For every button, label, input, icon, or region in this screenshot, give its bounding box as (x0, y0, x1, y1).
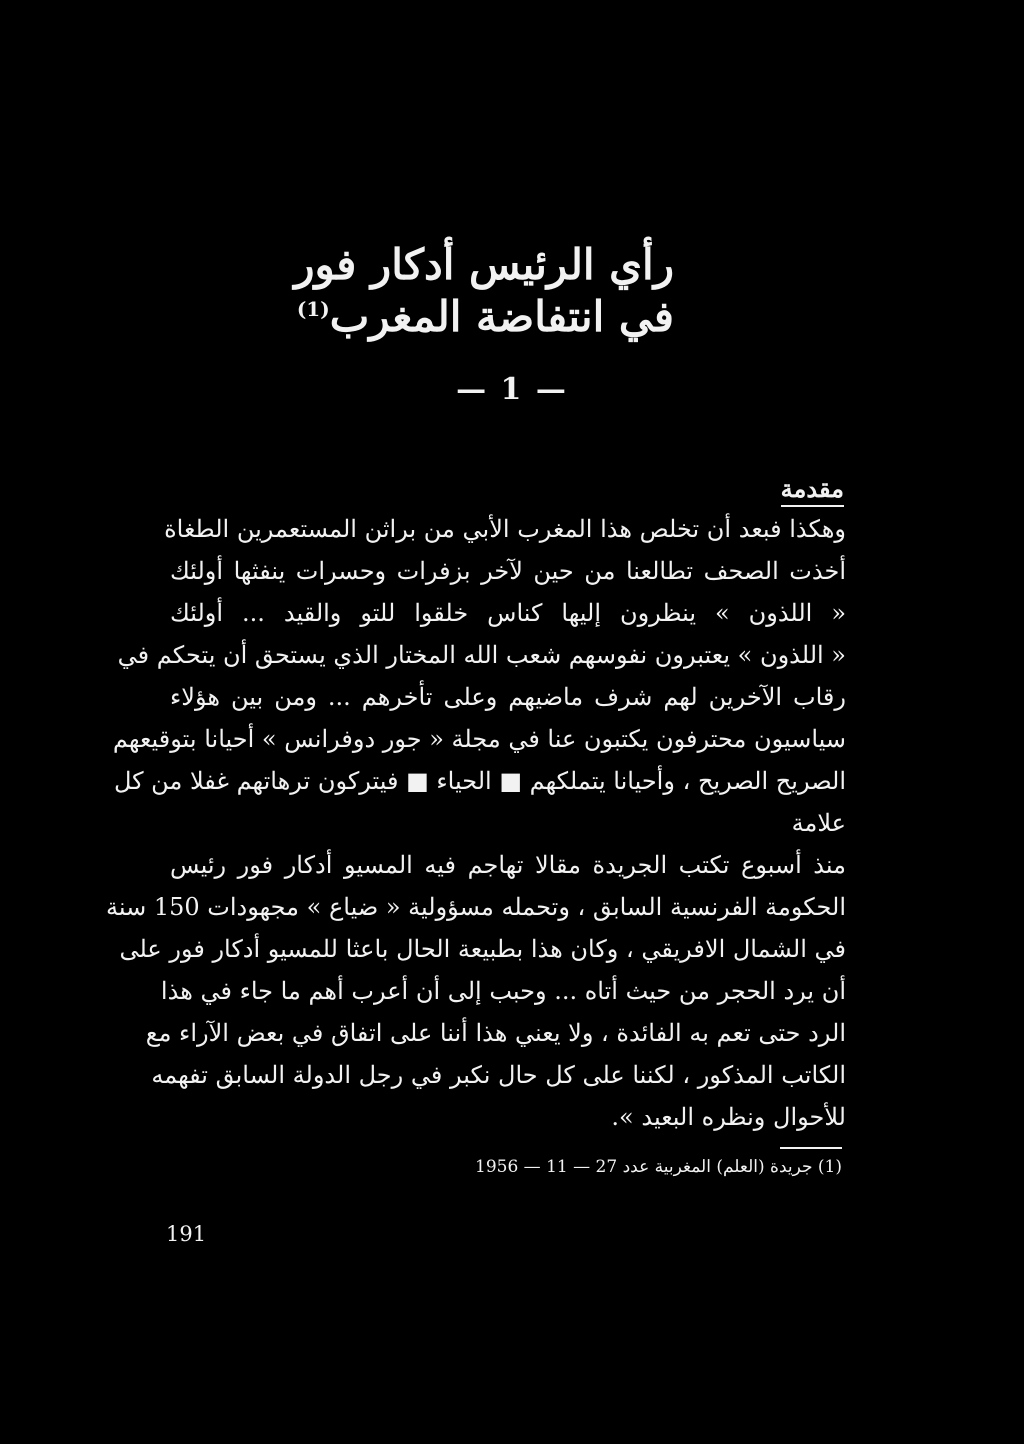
text-line: الصريح الصريح ، وأحيانا يتملكهم ■ الحياء ■ فيتركون ترهاتهم غفلا من كل (113, 767, 846, 795)
text-line: منذ أسبوع تكتب الجريدة مقالا تهاجم فيه المسيو أدكار فور رئيس (170, 851, 846, 879)
text-line: أن يرد الحجر من حيث أتاه ... وحبب إلى أن أعرب أهم ما جاء في هذا (160, 977, 846, 1005)
text-line: الرد حتى تعم به الفائدة ، ولا يعني هذا أننا على اتفاق في بعض الآراء مع (145, 1019, 846, 1047)
text-line: في الشمال الافريقي ، وكان هذا بطبيعة الحال باعثا للمسيو أدكار فور على (119, 935, 846, 963)
title-footnote-marker: (1) (296, 297, 330, 321)
article-title-line-1 (294, 240, 674, 289)
text-line: رقاب الآخرين لهم شرف ماضيهم وعلى تأخرهم ... ومن بين هؤلاء (170, 683, 846, 711)
text-line: « اللذون » يعتبرون نفوسهم شعب الله المختار الذي يستحق أن يتحكم في (117, 641, 846, 669)
paragraph-1 (112, 508, 846, 844)
text-line: الحكومة الفرنسية السابق ، وتحمله مسؤولية « ضياع » مجهودات 150 سنة (105, 893, 846, 921)
article-title-line-2 (296, 292, 674, 341)
page-number: 191 (166, 1222, 207, 1246)
title-text-1: رأي الرئيس أدكار فور (294, 240, 674, 289)
text-line: أخذت الصحف تطالعنا من حين لآخر بزفرات وحسرات ينفثها أولئك (170, 557, 846, 585)
text-line: « اللذون » ينظرون إليها كناس خلقوا للتو والقيد ... أولئك (170, 599, 846, 627)
title-text-2: في انتفاضة المغرب (329, 292, 674, 341)
paragraph-2 (105, 844, 846, 1138)
section-number: — 1 — (456, 372, 568, 407)
text-line: الكاتب المذكور ، لكننا على كل حال نكبر في رجل الدولة السابق تفهمه (151, 1061, 846, 1089)
text-line: للأحوال ونظره البعيد ». (611, 1103, 846, 1131)
footnote: (1) جريدة (العلم) المغربية عدد 27 — 11 — 1956 (475, 1157, 842, 1177)
section-heading: مقدمة (781, 474, 844, 507)
text-line: سياسيون محترفون يكتبون عنا في مجلة « جور دوفرانس » أحيانا بتوقيعهم (112, 725, 846, 753)
footnote-divider (780, 1147, 842, 1149)
text-line: علامة (791, 809, 846, 837)
text-line: وهكذا فبعد أن تخلص هذا المغرب الأبي من براثن المستعمرين الطغاة (164, 515, 846, 543)
